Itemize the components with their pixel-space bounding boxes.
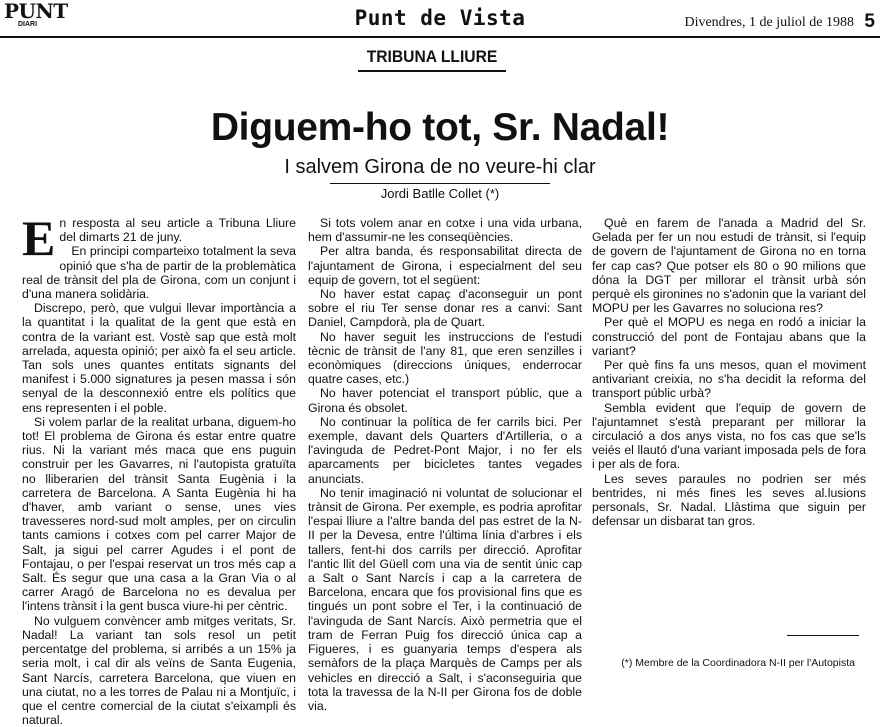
paragraph: Per què fins fa uns mesos, quan el moviment antivariant creixia, no s'ha decidit la reforma del transport públic urbà?: [592, 358, 866, 401]
drop-cap: E: [22, 210, 56, 266]
subheadline: I salvem Girona de no veure-hi clar: [284, 156, 596, 178]
article-column-2: [308, 216, 582, 713]
logo-text: PUNT: [4, 0, 68, 23]
kicker: TRIBUNA LLIURE: [366, 47, 498, 66]
paragraph: Si tots volem anar en cotxe i una vida urbana, hem d'assumir-ne les conseqüències.: [308, 216, 582, 245]
issue-date: Divendres, 1 de juliol de 1988: [684, 15, 854, 30]
paragraph: Discrepo, però, que vulgui llevar importància a la quantitat i la qualitat de la gent que està en contra de la variant est. Vostè sap que està molt arrelada, aquesta opinió; per això fa el seu article. Tan sols unes quantes entitats signants del manifest i 5.000 signatures ja pesen massa i són senyal de la desconnexió entre els polítics que ens representen i el poble.: [22, 301, 296, 415]
paragraph: [22, 210, 296, 266]
kicker-block: [358, 47, 506, 72]
article-column-3: [592, 216, 866, 636]
article-column-1: [22, 210, 296, 727]
paragraph-text: n resposta al seu article a Tribuna Lliure del dimarts 21 de juny.: [59, 216, 296, 245]
logo-subtext: DIARI: [18, 21, 38, 28]
masthead: [0, 0, 880, 38]
paragraph: No haver estat capaç d'aconseguir un pont sobre el riu Ter sense donar res a canvi: Sant Daniel, Campdorà, pla de Quart.: [308, 287, 582, 330]
paragraph: Les seves paraules no podrien ser més bentrides, ni més fines les seves al.lusions personals, Sr. Nadal. Llàstima que siguin per defensar un disbarat tan gros.: [592, 471, 866, 529]
subheadline-rule: [330, 183, 550, 184]
section-title: Punt de Vista: [354, 6, 526, 30]
paragraph: Per altra banda, és responsabilitat directa de l'ajuntament de Girona, i especialment del seu equip de govern, tot el següent:: [308, 244, 582, 287]
paragraph: No tenir imaginació ni voluntat de solucionar el trànsit de Girona. Per exemple, es podria aprofitar l'espai lliure a l'altre banda del pas estret de la N-II per la Devesa, entre l'última línia d'arbres i els tallers, fent-hi dos carrils per direcció. Aprofitar l'antic llit del Güell com una via de sentit únic cap a Salt o Sant Narcís i cap a la carretera de Barcelona, encara que fos provisional fins que es tingués un pont sobre el Ter, i la continuació de l'avinguda de Sant Narcís. Això permetria que el tram de Ferran Puig fos direcció única cap a Figueres, i es guanyaria temps d'espera als semàfors de la plaça Marquès de Camps per als vehicles en direcció a Salt, i s'aconseguiria que tota la travessa de la N-II per Girona fos de doble via.: [308, 485, 582, 713]
paragraph: Sembla evident que l'equip de govern de l'ajuntamnet s'està preparant per millorar la circulació a dos anys vista, no fos cas que se'ls veiés el llautó d'una variant imposada pels de fora i per als de fora.: [592, 400, 866, 472]
kicker-underline: [358, 70, 506, 72]
footnote-rule: [787, 635, 859, 636]
author-footnote: (*) Membre de la Coordinadora N-II per l'Autopista: [621, 657, 855, 669]
paragraph: Per què el MOPU es nega en rodó a iniciar la construcció del pont de Fontajau abans que la variant?: [592, 315, 866, 358]
paragraph: No continuar la política de fer carrils bici. Per exemple, davant dels Quarters d'Artilleria, o a l'avinguda de Pedret-Pont Major, i no fer els aparcaments per bicicletes tantes vegades anunciats.: [308, 414, 582, 486]
paragraph: En principi comparteixo totalment la seva opinió que s'ha de partir de la problemàtica real de trànsit del pla de Girona, com un conjunt i d'una manera solidària.: [22, 244, 296, 302]
byline: Jordi Batlle Collet (*): [380, 186, 500, 201]
page-number: 5: [864, 11, 875, 32]
paragraph: No haver potenciat el transport públic, que a Girona és obsolet.: [308, 386, 582, 415]
paragraph: Què en farem de l'anada a Madrid del Sr. Gelada per fer un nou estudi de trànsit, si l'equip de govern de l'ajuntament de Girona no en torna fer cap cas? Que potser els 80 o 90 milions que dóna la DGT per millorar el trànsit urbà són perquè els gironines no s'adonin que la variant del MOPU per les Gavarres no soluciona res?: [592, 216, 866, 316]
headline: Diguem-ho tot, Sr. Nadal!: [210, 106, 670, 149]
paragraph: No haver seguit les instruccions de l'estudi tècnic de trànsit de l'any 81, que eren senzilles i econòmiques (direccions úniques, enderrocar quatre cases, etc.): [308, 329, 582, 387]
paragraph: No vulguem convèncer amb mitges veritats, Sr. Nadal! La variant tan sols resol un petit percentatge del problema, si arribés a un 15% ja seria molt, i cal dir als veïns de Santa Eugenia, Sant Narcís, carretera Barcelona, que viuen en una ciutat, no a les torres de Palau ni a Montjuïc, i que el centre comercial de la ciutat s'eixampli és natural.: [22, 613, 296, 727]
paragraph: Si volem parlar de la realitat urbana, diguem-ho tot! El problema de Girona és estar entre quatre rius. Ni la variant més maca que ens puguin construir per les Gavarres, ni l'autopista gratuïta no lliberarien del trànsit Santa Eugènia i la carretera de Barcelona. A Santa Eugènia hi ha d'haver, amb variant o sense, unes vies travesseres nord-sud molt amples, per on circulin tants camions i cotxes com pel carrer Major de Salt, ja sigui pel carrer Agudes i el pont de Fontajau, o per l'espai reservat un tros més cap a Salt. És segur que una casa a la Gran Via o al carrer Aragó de Barcelona no es devalua per l'intens trànsit i la gent busca viure-hi per cèntric.: [22, 414, 296, 614]
